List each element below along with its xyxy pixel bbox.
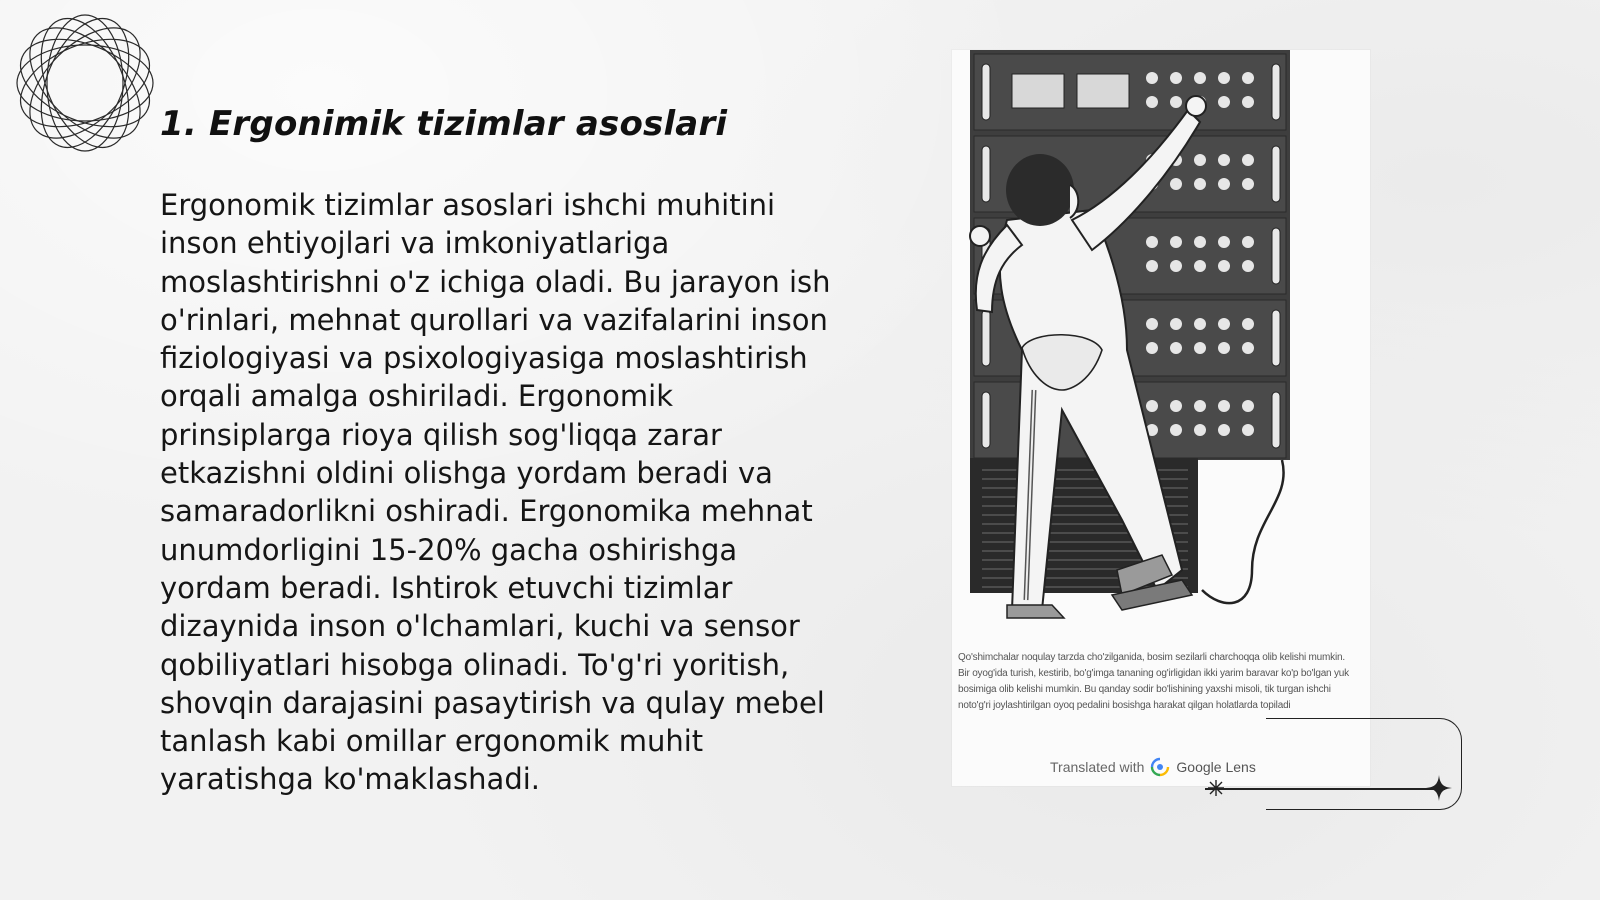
- illustration-caption: Qo'shimchalar noqulay tarzda cho'zilganida, bosim sezilarli charchoqqa olib kelishi mumkin. Bir oyog'ida turish, kestirib, bo'g'imga tananing og'irligidan ikki yarim baravar ko'p bo'lgan yuk bosimiga olib kelishi mumkin. Bu qanday sodir bo'lishining yaxshi misoli, tik turgan ishchi noto'g'ri joylashtirilgan oyoq pedalini bosishga harakat qilgan holatlarda topiladi: [958, 652, 1349, 711]
- illustration-card: [952, 50, 1370, 786]
- slide-body-text: Ergonomik tizimlar asoslari ishchi muhitini inson ehtiyojlari va imkoniyatlariga moslashtirishni o'z ichiga oladi. Bu jarayon ish o'rinlari, mehnat qurollari va vazifalarini inson fiziologiyasi va psixologiyasiga moslashtirish orqali amalga oshiriladi. Ergonomik prinsiplarga rioya qilish sog'liqqa zarar etkazishni oldini olishga yordam beradi va samaradorlikni oshiradi. Ergonomika mehnat unumdorligini 15-20% gacha oshirishga yordam beradi. Ishtirok etuvchi tizimlar dizaynida inson o'lchamlari, kuchi va sensor qobiliyatlari hisobga olinadi. To'g'ri yoritish, shovqin darajasini pasaytirish va qulay mebel tanlash kabi omillar ergonomik muhit yaratishga ko'maklashadi.: [160, 188, 831, 797]
- lens-brand-label: Google Lens: [1176, 759, 1256, 775]
- google-lens-attribution: [1050, 756, 1256, 778]
- ergonomic-worker-illustration: [952, 50, 1370, 650]
- translated-with-label: Translated with: [1050, 759, 1145, 775]
- sparkle-icon: [1206, 778, 1226, 798]
- slide-title: 1. Ergonimik tizimlar asoslari: [160, 104, 728, 144]
- decorative-line: [1205, 788, 1445, 790]
- sparkle-icon: [1425, 774, 1453, 802]
- google-lens-icon: [1150, 757, 1170, 777]
- circle-ornament-icon: [10, 8, 160, 158]
